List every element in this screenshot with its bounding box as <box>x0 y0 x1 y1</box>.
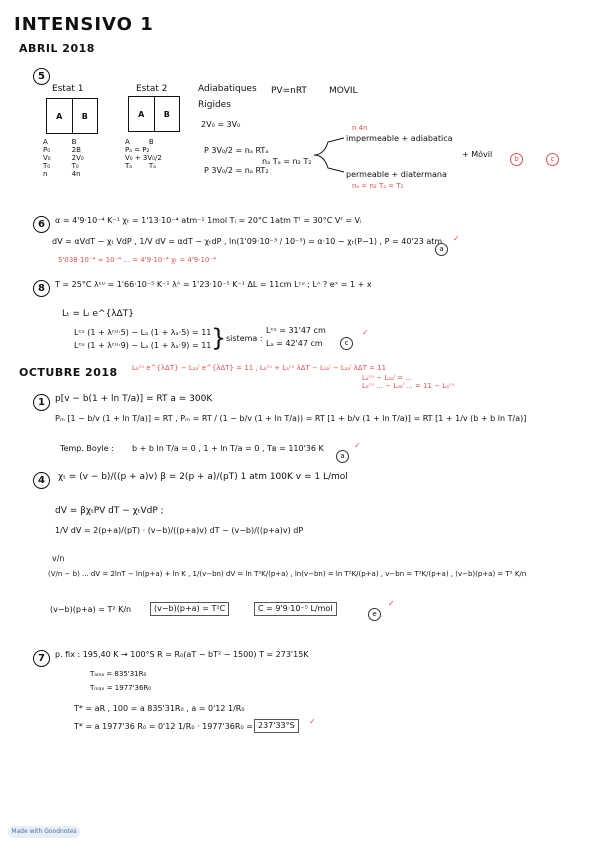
grade-c: c <box>340 330 353 350</box>
problem-number-4: 4 <box>33 468 50 489</box>
sistema-label: sistema : <box>226 334 263 343</box>
problem-7-tmax: Tₘₐₓ = 1977'36R₀ <box>90 684 152 692</box>
compartment-b: B <box>72 99 98 133</box>
correction-8-c: Lₐᶜᵘ ... − Lₐₐˡ ... = 11 − Lₐᶜᵘ <box>362 382 455 390</box>
grade-c: c <box>546 146 559 166</box>
brace: } <box>211 324 227 352</box>
problem-1-equation: p[v − b(1 + ln T/a)] = RT a = 300K <box>55 394 213 404</box>
check-icon: ✓ <box>309 717 316 726</box>
system-eq-1: Lᶜᵘ (1 + λᶜᵘ·5) − Lₐ (1 + λₐ·5) = 11 <box>74 328 212 337</box>
movil-note: + Móvil <box>462 150 493 159</box>
volume-relation: 2V₀ = 3V₀ <box>201 120 241 129</box>
page-title: INTENSIVO 1 <box>14 14 154 35</box>
problem-7-data: p. fix : 195,40 K → 100°S R = R₀(aT − bT² − 1500) T = 273'15K <box>55 650 309 659</box>
expansion-formula: Lₜ = Lᵢ e^{λΔT} <box>62 309 134 319</box>
estat-1-label: Estat 1 <box>52 84 84 94</box>
ideal-gas-law: PV=nRT <box>271 86 307 96</box>
correction-top: n 4n <box>352 124 368 132</box>
equation-state-b: P 3V₀/2 = nₐ RT₂ <box>204 166 269 175</box>
problem-number-5: 5 <box>33 64 50 85</box>
problem-7-line-1: T* = aR , 100 = a 835'31R₀ , a = 0'12 1/R₀ <box>74 704 245 713</box>
compartment-b: B <box>154 97 180 131</box>
branch-arrows <box>310 130 350 180</box>
estat-2-label: Estat 2 <box>136 84 168 94</box>
problem-7-tmin: Tₐₘₐ = 835'31R₀ <box>90 670 147 678</box>
problem-4-line-2: 1/V dV = 2(p+a)/(pT) · (v−b)/((p+a)v) dT − (v−b)/((p+a)v) dP <box>55 526 304 535</box>
state-2-diagram <box>128 96 180 132</box>
grade-b: b <box>510 146 523 166</box>
boyle-result: b + b ln T/a = 0 , 1 + ln T/a = 0 , Tʙ = 110'36 K <box>132 444 324 453</box>
problem-1-expansion: Pₘ [1 − b/v (1 + ln T/a)] = RT , Pₘ = RT / (1 − b/v (1 + ln T/a)) = RT [1 + b/v (1 + ln T/a)] = RT [1 + 1/v (b + b ln T/a)] <box>55 414 527 423</box>
state-2-table: A B Pₐ = P₂ V₀ + 3V₀/2 Tₐ Tₐ <box>125 138 162 170</box>
problem-4-line-1: dV = βχₜPV dT − χₜVdP ; <box>55 506 164 516</box>
check-icon: ✓ <box>354 441 361 450</box>
goodnotes-badge: Made with Goodnotes <box>8 826 80 838</box>
check-icon: ✓ <box>453 234 460 243</box>
rigides-label: Rigides <box>198 100 231 110</box>
result-lcu: Lᶜᵘ = 31'47 cm <box>266 326 326 335</box>
problem-number-8: 8 <box>33 276 50 297</box>
correction-8-a: Lₐᶜᵘ e^{λΔT} − Lₐₐˡ e^{λΔT} = 11 , Lₐᶜᵘ + Lₐᶜᵘ λΔT − Lₐₐˡ − Lₐₐˡ λΔT = 11 <box>132 364 387 372</box>
compartment-a: A <box>138 109 145 119</box>
correction-8-b: Lₐᶜᵘ − Lₐₐˡ = ... <box>362 374 412 382</box>
section-octubre: OCTUBRE 2018 <box>19 366 118 379</box>
problem-4-result-c: C = 9'9·10⁻⁵ L/mol <box>254 602 337 616</box>
grade-e: e <box>368 601 381 621</box>
section-abril: ABRIL 2018 <box>19 42 95 55</box>
check-icon: ✓ <box>362 328 369 337</box>
adiabatiques-label: Adiabatiques <box>198 84 257 94</box>
problem-number-7: 7 <box>33 646 50 667</box>
problem-8-data: T = 25°C λᶜᵘ = 1'66·10⁻⁵ K⁻¹ λᴬ = 1'23·10⁻⁵ K⁻¹ ΔL = 11cm Lᶜᵘ ; Lᴬ ? eˣ = 1 + x <box>55 280 372 289</box>
equation-state-a: P 3V₀/2 = nₐ RTₐ <box>204 146 269 155</box>
result-la: Lₐ = 42'47 cm <box>266 339 323 348</box>
problem-4-fraction: v/n <box>52 554 65 563</box>
correction-6: 5'038·10⁻⁴ ≈ 10⁻⁴ ... = 4'9·10⁻⁴ χₜ = 4'9·10⁻⁴ <box>58 256 216 264</box>
branch-impermeable: impermeable + adiabatica <box>346 134 453 143</box>
problem-4-data: χₜ = (v − b)/((p + a)v) β = 2(p + a)/(pT) 1 atm 100K v = 1 L/mol <box>58 472 348 482</box>
system-eq-2: Lᶜᵘ (1 + λᶜᵘ·9) − Lₐ (1 + λₐ·9) = 11 <box>74 341 212 350</box>
problem-7-result: 237'33°S <box>254 719 299 733</box>
problem-4-result-b: (v−b)(p+a) = T²C <box>150 602 229 616</box>
compartment-a: A <box>56 111 63 121</box>
problem-6-solution: dV = αVdT − χₜ VdP , 1/V dV = αdT − χₜdP , ln(1'09·10⁻³ / 10⁻³) = α·10 − χₜ(P−1) , P = 40'23 atm <box>52 237 443 246</box>
movil-label: MOVIL <box>329 86 358 96</box>
problem-7-line-2: T* = a 1977'36 R₀ = 0'12 1/R₀ · 1977'36R₀ = <box>74 722 253 731</box>
problem-4-result-a: (v−b)(p+a) = T² K/n <box>50 605 132 614</box>
branch-permeable: permeable + diatermana <box>346 170 447 179</box>
grade-a: a <box>336 443 349 463</box>
check-icon: ✓ <box>388 599 395 608</box>
state-1-table: A B P₀ 2B V₀ 2V₀ T₀ T₀ n 4n <box>43 138 84 178</box>
grade-a: a <box>435 236 448 256</box>
boyle-label: Temp. Boyle : <box>60 444 114 453</box>
correction-bottom: nₐ = n₂ Tₐ = T₂ <box>352 182 404 190</box>
equation-combined: nₐ Tₐ = n₂ T₂ <box>262 157 312 166</box>
problem-number-1: 1 <box>33 390 50 411</box>
problem-number-6: 6 <box>33 212 50 233</box>
problem-6-data: α = 4'9·10⁻⁴ K⁻¹ χₜ = 1'13·10⁻⁴ atm⁻¹ 1mol Tᵢ = 20°C 1atm Tᶠ = 30°C Vᶠ = Vᵢ <box>55 216 362 225</box>
problem-4-line-3: (V/n − b) ... dV = 2lnT − ln(p+a) + ln K , 1/(v−bn) dV = ln T²K/(p+a) , ln(v−bn) = ln T²K/(p+a) , v−bn = T²K/(p+a) , (v−b)(p+a) = T² K/n <box>48 570 527 578</box>
state-1-diagram <box>46 98 98 134</box>
